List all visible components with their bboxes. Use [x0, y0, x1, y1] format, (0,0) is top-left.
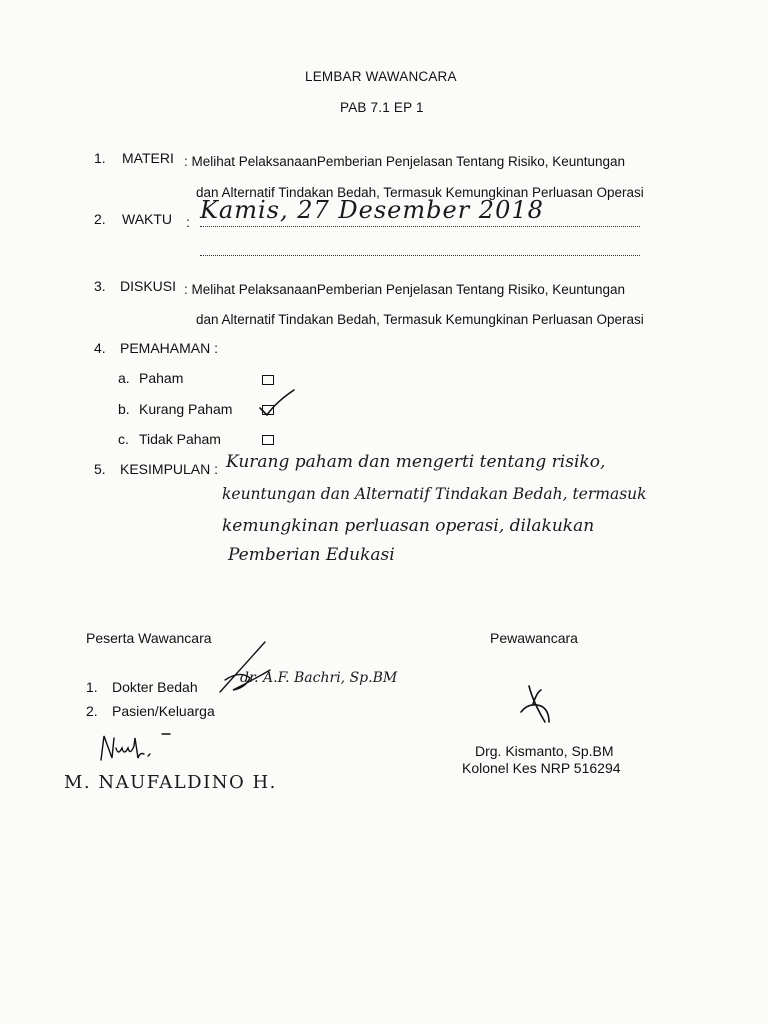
- option-a-label: Paham: [139, 370, 184, 386]
- participant-1-label: Dokter Bedah: [112, 679, 198, 695]
- option-a-checkbox[interactable]: [262, 375, 274, 385]
- patient-signature-icon: [98, 730, 178, 766]
- diskusi-text-line1: : Melihat PelaksanaanPemberian Penjelasan Tentang Risiko, Keuntungan: [184, 282, 626, 297]
- kesimpulan-line-4: Pemberian Edukasi: [228, 545, 395, 565]
- option-b-key: b.: [118, 401, 130, 417]
- kesimpulan-number: 5.: [94, 461, 106, 477]
- waktu-colon: :: [186, 214, 190, 230]
- materi-text-line1: : Melihat PelaksanaanPemberian Penjelasan Tentang Risiko, Keuntungan: [184, 154, 626, 169]
- waktu-handwritten: Kamis, 27 Desember 2018: [200, 196, 544, 224]
- document-subtitle: PAB 7.1 EP 1: [340, 100, 424, 115]
- diskusi-number: 3.: [94, 278, 106, 294]
- kesimpulan-line-2: keuntungan dan Alternatif Tindakan Bedah, termasuk: [222, 485, 647, 503]
- pewawancara-heading: Pewawancara: [490, 630, 578, 646]
- option-b-label: Kurang Paham: [139, 401, 233, 417]
- waktu-label: WAKTU: [122, 211, 173, 227]
- option-a-key: a.: [118, 370, 130, 386]
- participant-2-number: 2.: [86, 703, 98, 719]
- pemahaman-number: 4.: [94, 340, 106, 356]
- kesimpulan-line-1: Kurang paham dan mengerti tentang risiko,: [226, 452, 606, 472]
- option-c-key: c.: [118, 431, 129, 447]
- checkmark-icon: [258, 388, 298, 418]
- diskusi-text-line2: dan Alternatif Tindakan Bedah, Termasuk Kemungkinan Perluasan Operasi: [196, 312, 644, 327]
- peserta-heading: Peserta Wawancara: [86, 630, 212, 646]
- materi-text-line2: dan Alternatif Tindakan Bedah, Termasuk Kemungkinan Perluasan Operasi: [196, 185, 644, 200]
- interviewer-name: Drg. Kismanto, Sp.BM: [475, 743, 614, 759]
- document-title: LEMBAR WAWANCARA: [305, 69, 457, 84]
- option-c-checkbox[interactable]: [262, 435, 274, 445]
- waktu-number: 2.: [94, 211, 106, 227]
- surgeon-handwritten-name: dr. A.F. Bachri, Sp.BM: [240, 670, 398, 686]
- materi-label: MATERI: [122, 150, 174, 166]
- waktu-dotted-line-1: [200, 226, 640, 227]
- kesimpulan-label: KESIMPULAN :: [120, 461, 219, 477]
- patient-name-handwritten: M. NAUFALDINO H.: [64, 772, 277, 793]
- option-c-label: Tidak Paham: [139, 431, 221, 447]
- interviewer-signature-icon: [515, 682, 555, 726]
- kesimpulan-line-3: kemungkinan perluasan operasi, dilakukan: [222, 516, 595, 536]
- materi-number: 1.: [94, 150, 106, 166]
- participant-1-number: 1.: [86, 679, 98, 695]
- diskusi-label: DISKUSI: [120, 278, 177, 294]
- pemahaman-label: PEMAHAMAN :: [120, 340, 219, 356]
- waktu-dotted-line-2: [200, 255, 640, 256]
- participant-2-label: Pasien/Keluarga: [112, 703, 215, 719]
- interviewer-rank: Kolonel Kes NRP 516294: [462, 760, 621, 776]
